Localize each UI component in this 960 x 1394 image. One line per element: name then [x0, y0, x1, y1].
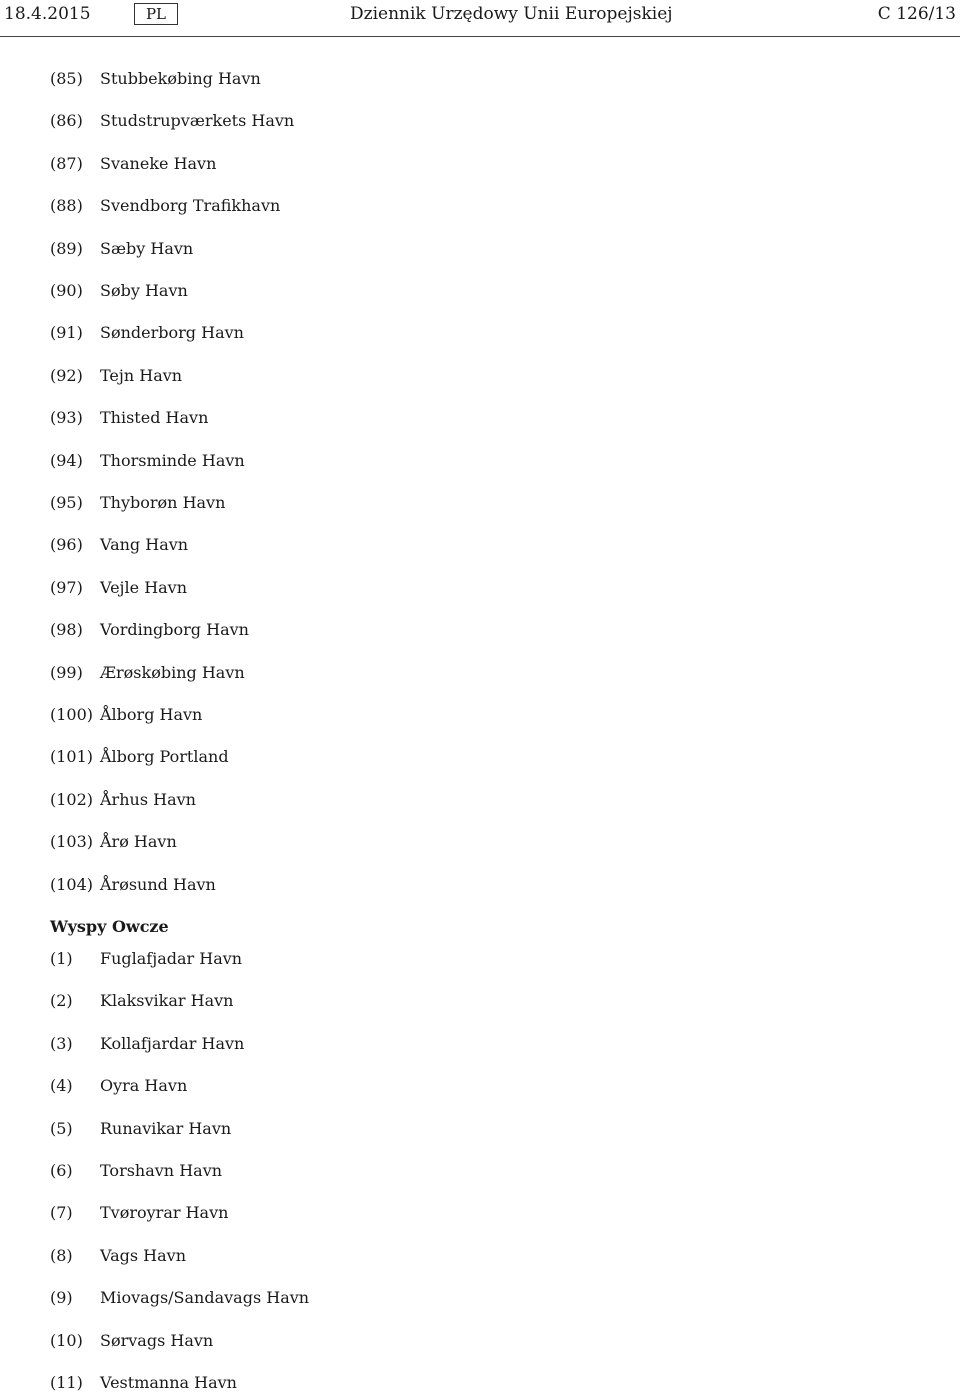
port-name: Fuglafjadar Havn [100, 949, 243, 968]
item-number: (89) [50, 239, 83, 258]
item-number: (94) [50, 451, 83, 470]
port-name: Torshavn Havn [100, 1161, 223, 1180]
item-number: (5) [50, 1119, 73, 1138]
item-number: (90) [50, 281, 83, 300]
item-number: (103) [50, 832, 94, 851]
item-number: (104) [50, 875, 94, 894]
port-name: Ålborg Portland [100, 747, 229, 766]
list-item [50, 195, 280, 217]
item-number: (102) [50, 790, 94, 809]
list-item [50, 1075, 187, 1097]
port-name: Sønderborg Havn [100, 323, 244, 342]
item-number: (85) [50, 69, 83, 88]
item-number: (88) [50, 196, 83, 215]
item-number: (91) [50, 323, 83, 342]
publication-date: 18.4.2015 [4, 4, 91, 24]
port-name: Vordingborg Havn [100, 620, 249, 639]
list-item [50, 948, 242, 970]
list-item [50, 874, 216, 896]
port-name: Thisted Havn [100, 408, 209, 427]
journal-title: Dziennik Urzędowy Unii Europejskiej [350, 4, 673, 24]
list-item [50, 662, 245, 684]
port-name: Årø Havn [100, 832, 177, 851]
list-item [50, 577, 187, 599]
port-name: Studstrupværkets Havn [100, 111, 295, 130]
list-item [50, 1372, 237, 1394]
list-item [50, 110, 294, 132]
port-name: Klaksvikar Havn [100, 991, 234, 1010]
port-name: Sørvags Havn [100, 1331, 214, 1350]
list-item [50, 1245, 186, 1267]
list-item [50, 534, 188, 556]
list-item [50, 322, 244, 344]
item-number: (8) [50, 1246, 73, 1265]
language-badge: PL [134, 3, 178, 25]
item-number: (6) [50, 1161, 73, 1180]
list-item [50, 619, 249, 641]
page-header [0, 0, 960, 37]
port-name: Miovags/Sandavags Havn [100, 1288, 310, 1307]
item-number: (1) [50, 949, 73, 968]
port-name: Runavikar Havn [100, 1119, 232, 1138]
port-name: Thyborøn Havn [100, 493, 226, 512]
item-number: (95) [50, 493, 83, 512]
list-item [50, 1118, 231, 1140]
port-name: Søby Havn [100, 281, 188, 300]
item-number: (96) [50, 535, 83, 554]
list-item [50, 450, 245, 472]
section-heading-faroe: Wyspy Owcze [50, 917, 169, 936]
port-name: Tejn Havn [100, 366, 183, 385]
port-name: Kollafjardar Havn [100, 1034, 245, 1053]
item-number: (11) [50, 1373, 83, 1392]
item-number: (3) [50, 1034, 73, 1053]
item-number: (87) [50, 154, 83, 173]
list-item [50, 746, 229, 768]
port-name: Vags Havn [100, 1246, 186, 1265]
item-number: (10) [50, 1331, 83, 1350]
list-item [50, 990, 233, 1012]
port-name: Sæby Havn [100, 239, 194, 258]
item-number: (99) [50, 663, 83, 682]
item-number: (93) [50, 408, 83, 427]
port-name: Thorsminde Havn [100, 451, 245, 470]
list-item [50, 1202, 228, 1224]
list-item [50, 492, 225, 514]
page-reference: C 126/13 [877, 4, 956, 24]
list-item [50, 280, 188, 302]
port-name: Svendborg Trafikhavn [100, 196, 281, 215]
item-number: (2) [50, 991, 73, 1010]
list-item [50, 789, 196, 811]
item-number: (97) [50, 578, 83, 597]
port-name: Tvøroyrar Havn [100, 1203, 229, 1222]
list-item [50, 1287, 309, 1309]
port-name: Vang Havn [100, 535, 189, 554]
port-name: Stubbekøbing Havn [100, 69, 261, 88]
list-item [50, 1033, 244, 1055]
port-name: Vestmanna Havn [100, 1373, 237, 1392]
list-item [50, 238, 193, 260]
port-name: Vejle Havn [100, 578, 188, 597]
list-item [50, 407, 208, 429]
item-number: (9) [50, 1288, 73, 1307]
port-name: Ærøskøbing Havn [100, 663, 245, 682]
item-number: (4) [50, 1076, 73, 1095]
item-number: (7) [50, 1203, 73, 1222]
item-number: (92) [50, 366, 83, 385]
port-name: Ålborg Havn [100, 705, 203, 724]
port-name: Oyra Havn [100, 1076, 188, 1095]
item-number: (98) [50, 620, 83, 639]
list-item [50, 68, 261, 90]
item-number: (100) [50, 705, 94, 724]
port-name: Årøsund Havn [100, 875, 216, 894]
list-item [50, 153, 216, 175]
list-item [50, 704, 202, 726]
item-number: (101) [50, 747, 94, 766]
list-item [50, 1160, 222, 1182]
port-name: Svaneke Havn [100, 154, 217, 173]
port-name: Århus Havn [100, 790, 196, 809]
list-item [50, 365, 182, 387]
item-number: (86) [50, 111, 83, 130]
list-item [50, 1330, 213, 1352]
list-item [50, 831, 177, 853]
